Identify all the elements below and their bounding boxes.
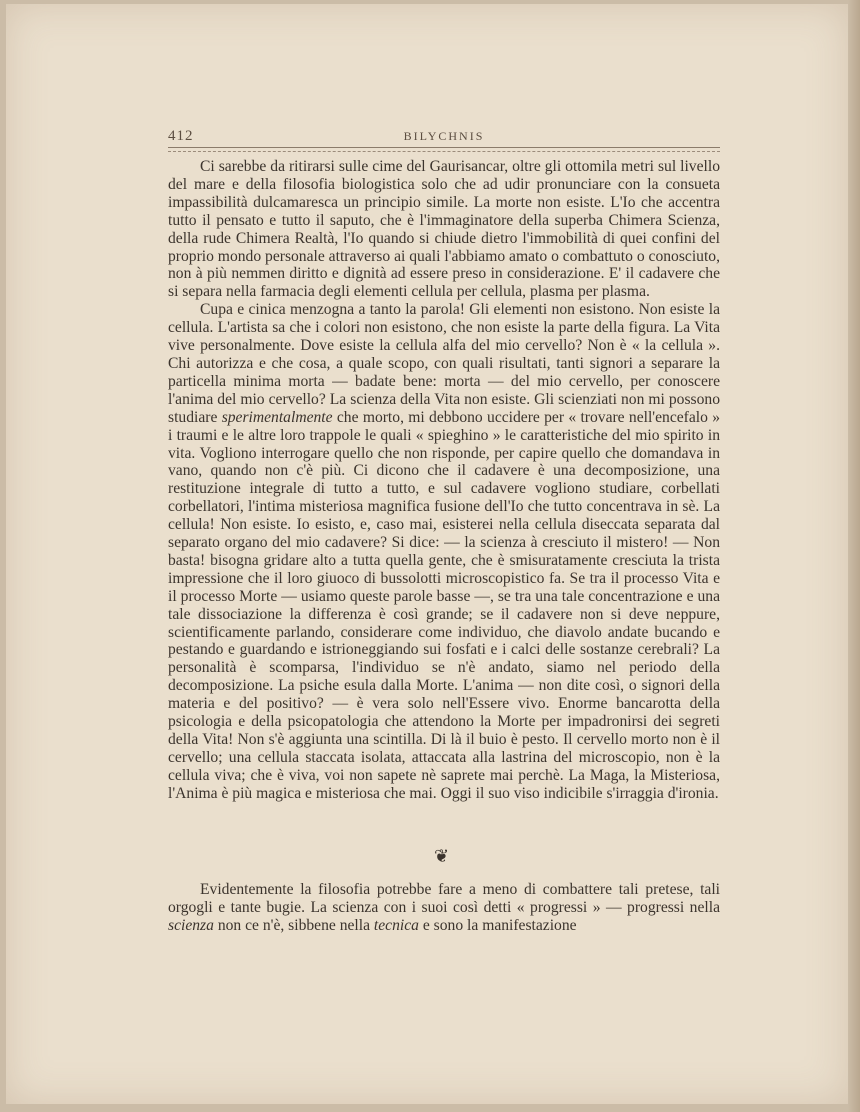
header-rule-dashed — [168, 151, 720, 152]
paragraph-1: Ci sarebbe da ritirarsi sulle cime del Gaurisancar, oltre gli ottomila metri sul livello del mare e della filosofia biologistica solo che ad udir pronunciare con la consueta impassibilità dulcamaresca un principio simile. La morte non esiste. L'Io che accentra tutto il pensato e tutto il saputo, che è l'immaginatore della superba Chimera Scienza, della rude Chimera Realtà, l'Io quando si chiude dietro l'immobilità di quei confini del proprio mondo personale attraverso ai quali l'abbiamo amato o combattuto o conosciuto, non à più nemmen diritto e dignità ad essere preso in considerazione. E' il cadavere che si separa nella farmacia degli elementi cellula per cellula, plasma per plasma. — [168, 158, 720, 301]
paragraph-2-text-a: Cupa e cinica menzogna a tanto la parola! Gli elementi non esistono. Non esiste la cellula. L'artista sa che i colori non esistono, che non esiste la parte della figura. La Vita vive personalmente. Dove esiste la cellula alfa del mio cervello? Non è « la cellula ». Chi autorizza e che cosa, a quale scopo, con quali risultati, tanti signori a separare la particella minima morta — badate bene: morta — del mio cervello, per conoscere l'anima del mio cervello? La scienza della Vita non esiste. Gli scienziati non mi possono studiare — [168, 301, 720, 426]
page-number: 412 — [168, 128, 194, 144]
main-text — [168, 158, 720, 803]
italic-word-tecnica: tecnica — [373, 916, 419, 934]
italic-word: sperimentalmente — [221, 408, 333, 426]
page-header — [168, 128, 720, 148]
page-edge — [848, 0, 860, 1112]
running-head: BILYCHNIS — [403, 129, 485, 143]
paragraph-2 — [168, 301, 720, 802]
paragraph-3-text-a: Evidentemente la filosofia potrebbe fare a meno di combattere tali pretese, tali orgogli e tante bugie. La scienza con i suoi così detti « progressi » — progressi nella — [168, 881, 720, 916]
fleuron-icon: ❦ — [434, 846, 450, 866]
section-text — [168, 881, 720, 935]
paragraph-3 — [168, 881, 720, 935]
header-rule — [168, 147, 720, 148]
italic-word-scienza: scienza — [168, 916, 214, 934]
paragraph-3-text-c: e sono la manifestazione — [422, 916, 577, 934]
paragraph-3-text-b: non ce n'è, sibbene nella — [217, 916, 371, 934]
paragraph-2-text-b: che morto, mi debbono uccidere per « trovare nell'encefalo » i traumi e le altre loro trappole le quali « spieghino » le caratteristiche del mio spirito in vita. Vogliono interrogare quello che non risponde, per capire quello che domandava in vano, quando non c'è più. Ci dicono che il cadavere è una decomposizione, una restituzione integrale di tutto a tutto, e sul cadavere vogliono studiare, corbellati corbellatori, l'intima misteriosa magnifica fusione dell'Io che tutto concentrava in sè. La cellula! Non esiste. Io esisto, e, caso mai, esisterei nella cellula diseccata separata dal separato organo del mio cadavere? Si dice: — la scienza à cresciuto il mistero! — Non basta! bisogna gridare alto a tutta quella gente, che è smisuratamente cresciuta la trista impressione che il loro giuoco di bussolotti microscopistico fa. Se tra il processo Vita e il processo Morte — usiamo queste parole basse —, se tra una tale concentrazione e una tale dissociazione la differenza è così grande; se il cadavere non si deve neppure, scientificamente parlando, considerare come individuo, che diavolo andate bucando e pestando e guardando e istrioneggiando sui fosfati e i calci delle sostanze cerebrali? La personalità è scomparsa, l'individuo se n'è andato, siamo nel periodo della decomposizione. La psiche esula dalla Morte. L'anima — non dite così, o signori della materia e del positivo? — è vera solo nell'Essere vivo. Enorme bancarotta della psicologia e della psicopatologia che attendono la Morte per impadronirsi dei segreti della Vita! Non s'è aggiunta una scintilla. Di là il buio è pesto. Il cervello morto non è il cervello; una cellula staccata isolata, attaccata alla lastrina del microscopio, non è la cellula viva; che è viva, voi non sapete nè saprete mai perchè. La Maga, la Misteriosa, l'Anima è più magica e misteriosa che mai. Oggi il suo viso indicibile s'irraggia d'ironia. — [168, 408, 721, 802]
